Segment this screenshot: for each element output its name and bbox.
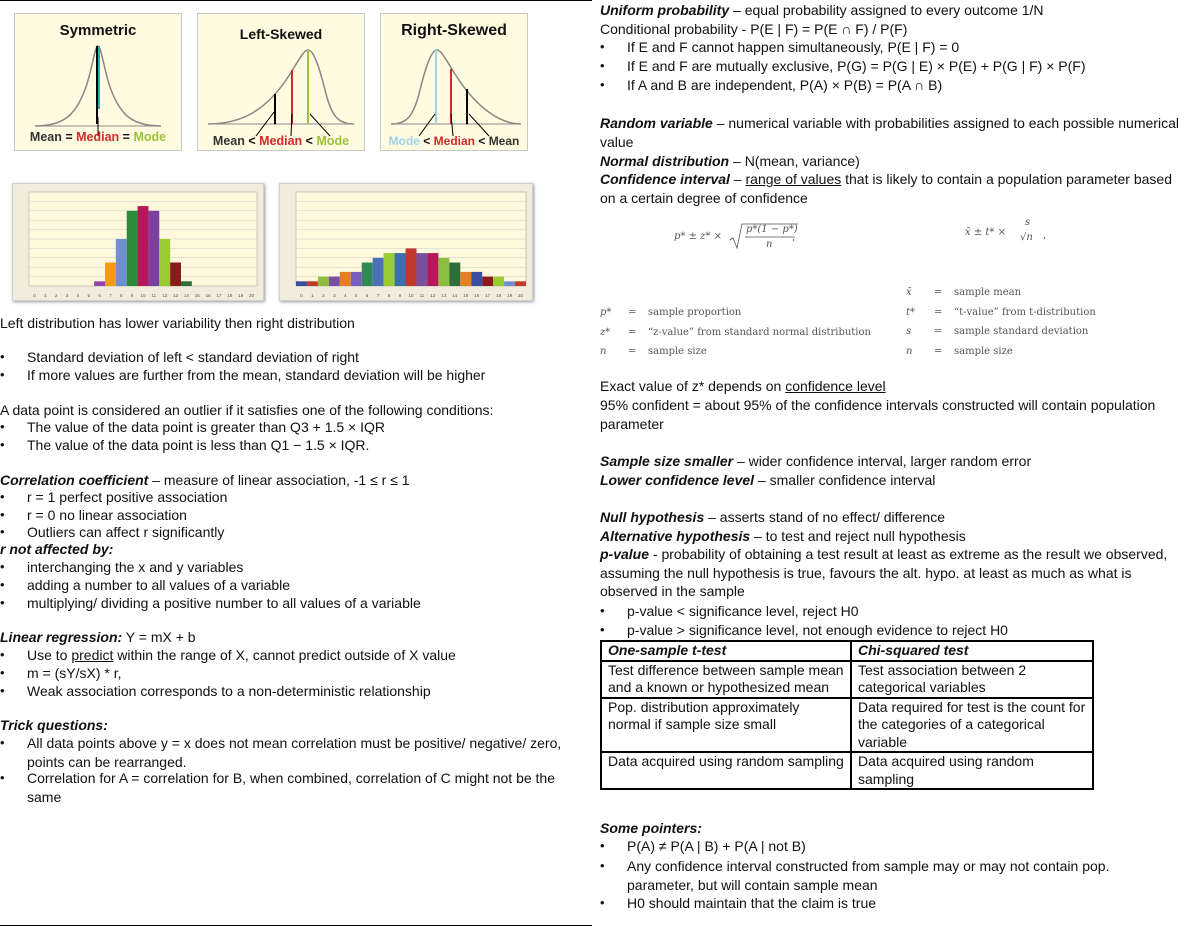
histogram-bar bbox=[148, 211, 159, 286]
outlier-intro: A data point is considered an outlier if it satisfies one of the following conditions: bbox=[0, 402, 494, 418]
list-item: • Standard deviation of left < standard deviation of right bbox=[27, 348, 359, 366]
some-pointers-heading: Some pointers: bbox=[600, 820, 702, 836]
histogram-bar bbox=[460, 272, 471, 286]
right-skewed-panel bbox=[380, 13, 528, 151]
histogram-bar bbox=[116, 239, 127, 286]
list-item: • Outliers can affect r significantly bbox=[27, 523, 224, 541]
sign: < bbox=[302, 134, 317, 148]
table-cell: Test association between 2 categorical variables bbox=[851, 661, 1093, 698]
text: Exact value of z* depends on bbox=[600, 378, 786, 394]
histogram-bar bbox=[416, 253, 427, 286]
x-tick-label: 1 bbox=[311, 293, 314, 298]
x-tick-label: 2 bbox=[54, 293, 58, 298]
histogram-bar bbox=[384, 253, 395, 286]
x-tick-label: 14 bbox=[452, 293, 458, 298]
exact-value-note bbox=[600, 377, 886, 395]
histogram-right bbox=[279, 183, 533, 301]
histogram-bar bbox=[493, 277, 504, 286]
right-skewed-label bbox=[381, 134, 527, 148]
term: Random variable bbox=[600, 115, 713, 131]
text: within the range of X, cannot predict outside of X value bbox=[113, 647, 456, 663]
mean-word: Mean bbox=[29, 130, 62, 144]
x-tick-label: 6 bbox=[98, 293, 101, 298]
x-tick-label: 0 bbox=[33, 293, 36, 298]
list-item: • If more values are further from the mean, standard deviation will be higher bbox=[27, 366, 485, 384]
median-word: Median bbox=[433, 134, 475, 148]
confidence-95-note: 95% confident = about 95% of the confidence intervals constructed will contain population parameter bbox=[600, 397, 1156, 432]
equals: = bbox=[628, 346, 637, 357]
definition: – numerical variable with probabilities assigned to each possible numerical value bbox=[600, 115, 1179, 150]
x-tick-label: 19 bbox=[507, 293, 513, 298]
x-tick-label: 4 bbox=[344, 293, 347, 298]
x-tick-label: 11 bbox=[419, 293, 425, 298]
definition: – N(mean, variance) bbox=[729, 153, 860, 169]
x-tick-label: 1 bbox=[44, 293, 47, 298]
list-item: • Weak association corresponds to a non-deterministic relationship bbox=[27, 682, 431, 700]
equals: = bbox=[934, 326, 943, 337]
definition-row bbox=[600, 327, 890, 347]
histogram-bar bbox=[318, 277, 329, 286]
equals: = bbox=[934, 345, 943, 357]
formula-lhs: p* ± z* × bbox=[674, 231, 722, 242]
x-tick-label: 8 bbox=[387, 293, 391, 298]
panel-title: Right-Skewed bbox=[401, 22, 507, 39]
term: Alternative hypothesis bbox=[600, 528, 751, 544]
histogram-bar bbox=[307, 281, 318, 286]
table-cell: Data acquired using random sampling bbox=[601, 752, 851, 789]
histogram-bar bbox=[471, 272, 482, 286]
table-header: Chi-squared test bbox=[851, 641, 1093, 661]
histogram-bar bbox=[373, 258, 384, 286]
histogram-bar bbox=[159, 239, 170, 286]
mean-word: Mean bbox=[212, 134, 245, 148]
x-tick-label: 11 bbox=[151, 293, 157, 298]
term: Normal distribution bbox=[600, 153, 730, 169]
sign: = bbox=[119, 130, 134, 144]
sign: < bbox=[419, 134, 434, 148]
table-row bbox=[601, 698, 1093, 753]
list-item: • multiplying/ dividing a positive number to all values of a variable bbox=[27, 594, 421, 612]
random-variable bbox=[600, 114, 1180, 151]
histogram-bar bbox=[449, 263, 460, 287]
term: p-value bbox=[600, 546, 650, 562]
histogram-bar bbox=[127, 211, 138, 286]
table-header: One-sample t-test bbox=[601, 641, 851, 661]
histogram-bar bbox=[94, 281, 105, 286]
linear-regression-heading bbox=[0, 628, 196, 646]
histogram-bar bbox=[427, 253, 438, 286]
histogram-bar bbox=[105, 263, 116, 287]
correlation-heading bbox=[0, 471, 410, 489]
x-tick-label: 4 bbox=[76, 293, 80, 298]
definition-row bbox=[906, 326, 1186, 346]
histogram-bar bbox=[362, 263, 373, 287]
top-rule bbox=[0, 0, 592, 1]
sign: = bbox=[61, 130, 77, 144]
p-value-definition bbox=[600, 545, 1185, 601]
histogram-bar bbox=[406, 248, 417, 286]
definition: – equal probability assigned to every outcome 1/N bbox=[729, 2, 1044, 18]
histogram-bar bbox=[329, 277, 340, 286]
mode-word: Mode bbox=[133, 130, 167, 144]
x-tick-label: 7 bbox=[109, 293, 112, 298]
equals: = bbox=[628, 326, 637, 338]
histogram-bar bbox=[296, 281, 307, 286]
x-tick-label: 3 bbox=[65, 293, 69, 298]
term: Confidence interval bbox=[600, 171, 730, 187]
description: sample size bbox=[648, 346, 707, 357]
x-tick-label: 18 bbox=[227, 293, 233, 298]
term: Linear regression: bbox=[0, 629, 123, 645]
term: Null hypothesis bbox=[600, 509, 705, 525]
definitions-right bbox=[906, 287, 1186, 365]
histogram-left-svg bbox=[13, 184, 263, 300]
x-tick-label: 16 bbox=[474, 293, 480, 298]
confidence-level-note bbox=[600, 471, 935, 489]
bottom-rule bbox=[0, 925, 592, 926]
panel-title: Left-Skewed bbox=[239, 26, 323, 42]
uniform-probability bbox=[600, 1, 1044, 19]
histogram-bar bbox=[515, 281, 526, 286]
test-comparison-table bbox=[600, 640, 1094, 790]
symmetric-label bbox=[15, 130, 181, 144]
x-tick-label: 10 bbox=[408, 293, 414, 298]
definition: – smaller confidence interval bbox=[754, 472, 936, 488]
list-item: • All data points above y = x does not mean correlation must be positive/ negative/ zero, points can be rearranged. bbox=[27, 734, 577, 771]
median-word: Median bbox=[76, 130, 120, 144]
x-tick-label: 10 bbox=[140, 293, 146, 298]
symbol: n bbox=[600, 346, 607, 357]
description: sample standard deviation bbox=[954, 326, 1089, 337]
x-tick-label: 3 bbox=[333, 293, 336, 298]
list-item: • If E and F are mutually exclusive, P(G) = P(G | E) × P(E) + P(G | F) × P(F) bbox=[627, 57, 1086, 75]
equals: = bbox=[934, 306, 943, 318]
formula-comma: , bbox=[792, 232, 796, 243]
list-item: • H0 should maintain that the claim is true bbox=[627, 894, 876, 912]
list-item: • Any confidence interval constructed from sample may or may not contain pop. parameter, but will contain sample mean bbox=[627, 857, 1167, 894]
definition: Y = mX + b bbox=[122, 629, 196, 645]
term: Sample size smaller bbox=[600, 453, 734, 469]
definition: – measure of linear association, -1 ≤ r ≤ 1 bbox=[148, 472, 410, 488]
histogram-bar bbox=[482, 277, 493, 286]
x-tick-label: 18 bbox=[496, 293, 502, 298]
confidence-interval bbox=[600, 170, 1185, 207]
x-tick-label: 17 bbox=[485, 293, 491, 298]
definition: – to test and reject null hypothesis bbox=[750, 528, 966, 544]
x-tick-label: 6 bbox=[365, 293, 369, 298]
list-item: • If A and B are independent, P(A) × P(B) = P(A ∩ B) bbox=[627, 76, 942, 94]
definition-row bbox=[600, 307, 890, 327]
list-item: • p-value < significance level, reject H0 bbox=[627, 602, 859, 620]
x-tick-label: 9 bbox=[130, 293, 134, 298]
histogram-left bbox=[12, 183, 264, 301]
formula-comma: , bbox=[1043, 230, 1047, 241]
definition: – asserts stand of no effect/ difference bbox=[704, 509, 945, 525]
x-tick-label: 2 bbox=[322, 293, 325, 298]
x-tick-label: 9 bbox=[398, 293, 402, 298]
definition-row bbox=[906, 346, 1186, 366]
histogram-bar bbox=[181, 281, 192, 286]
symbol: p* bbox=[600, 307, 612, 318]
description: “z-value” from standard normal distribution bbox=[648, 326, 871, 338]
median-word: Median bbox=[259, 134, 303, 148]
left-skewed-curve bbox=[198, 14, 364, 150]
histogram-bar bbox=[138, 206, 149, 286]
underlined-text: confidence level bbox=[785, 378, 886, 394]
definition-row bbox=[600, 346, 890, 366]
x-tick-label: 12 bbox=[162, 293, 168, 298]
term: Correlation coefficient bbox=[0, 472, 149, 488]
equals: = bbox=[934, 287, 943, 298]
x-tick-label: 15 bbox=[463, 293, 469, 298]
histogram-bar bbox=[504, 281, 515, 286]
list-item: • p-value > significance level, not enough evidence to reject H0 bbox=[627, 621, 1008, 639]
histogram-bar bbox=[351, 272, 362, 286]
x-tick-label: 19 bbox=[238, 293, 244, 298]
list-item: • interchanging the x and y variables bbox=[27, 558, 243, 576]
x-tick-label: 7 bbox=[376, 293, 380, 298]
definition: - probability of obtaining a test result at least as extreme as the result we observed, assuming the null hypothesis is true, favours the alt. hypo. at least as much as what is observed in the sample bbox=[600, 546, 1168, 599]
x-tick-label: 13 bbox=[173, 293, 179, 298]
definition: – wider confidence interval, larger random error bbox=[733, 453, 1032, 469]
description: sample mean bbox=[954, 287, 1022, 298]
x-tick-label: 5 bbox=[87, 293, 90, 298]
list-item: • r = 1 perfect positive association bbox=[27, 488, 227, 506]
symmetric-panel bbox=[14, 13, 182, 151]
left-skewed-label bbox=[198, 134, 364, 148]
formula-numerator: s bbox=[1025, 217, 1031, 228]
x-tick-label: 12 bbox=[430, 293, 436, 298]
definition-row bbox=[906, 287, 1186, 307]
null-hypothesis bbox=[600, 508, 945, 526]
table-row bbox=[601, 661, 1093, 698]
term: Uniform probability bbox=[600, 2, 730, 18]
histogram-right-svg bbox=[280, 184, 532, 300]
right-skewed-curve bbox=[381, 14, 527, 150]
sample-size-note bbox=[600, 452, 1031, 470]
mode-word: Mode bbox=[388, 134, 420, 148]
text: Use to bbox=[27, 647, 72, 663]
x-tick-label: 5 bbox=[354, 293, 358, 298]
dash: – bbox=[729, 171, 746, 187]
symbol: t* bbox=[906, 306, 916, 318]
table-cell: Pop. distribution approximately normal if sample size small bbox=[601, 698, 851, 753]
formula-numerator: p*(1 − p*) bbox=[746, 224, 798, 235]
x-tick-label: 8 bbox=[120, 293, 123, 298]
histogram-bar bbox=[395, 253, 406, 286]
x-tick-label: 17 bbox=[216, 293, 222, 298]
list-item: • Correlation for A = correlation for B, when combined, correlation of C might not be the same bbox=[27, 769, 577, 806]
trick-questions-heading: Trick questions: bbox=[0, 717, 108, 733]
list-item bbox=[27, 646, 456, 664]
r-not-affected-heading: r not affected by: bbox=[0, 541, 114, 557]
formula-denominator: n bbox=[766, 239, 773, 250]
left-skewed-panel bbox=[197, 13, 365, 151]
list-item: • adding a number to all values of a variable bbox=[27, 576, 290, 594]
sign: < bbox=[475, 134, 489, 148]
alternative-hypothesis bbox=[600, 527, 966, 545]
symbol: z* bbox=[600, 326, 611, 338]
x-tick-label: 16 bbox=[205, 293, 211, 298]
table-cell: Data required for test is the count for the categories of a categorical variable bbox=[851, 698, 1093, 753]
list-item: • The value of the data point is greater than Q3 + 1.5 × IQR bbox=[27, 418, 385, 436]
symbol: n bbox=[906, 345, 913, 357]
definition: that is likely to contain a population parameter based on a certain degree of confidence bbox=[600, 171, 1172, 206]
x-tick-label: 15 bbox=[194, 293, 200, 298]
table-cell: Data acquired using random sampling bbox=[851, 752, 1093, 789]
table-cell: Test difference between sample mean and a known or hypothesized mean bbox=[601, 661, 851, 698]
x-tick-label: 20 bbox=[249, 293, 255, 298]
list-item: • The value of the data point is less than Q1 − 1.5 × IQR. bbox=[27, 436, 369, 454]
definition-row bbox=[906, 307, 1186, 327]
histogram-bar bbox=[170, 263, 181, 287]
mean-word: Mean bbox=[488, 134, 520, 148]
panel-title: Symmetric bbox=[59, 22, 137, 39]
list-item: • r = 0 no linear association bbox=[27, 506, 187, 524]
histogram-bar bbox=[438, 258, 449, 286]
x-tick-label: 13 bbox=[441, 293, 447, 298]
equals: = bbox=[628, 307, 637, 318]
normal-distribution bbox=[600, 152, 860, 170]
formula-denominator: √n bbox=[1020, 232, 1033, 243]
list-item: • m = (sY/sX) * r, bbox=[27, 664, 122, 682]
table-row bbox=[601, 752, 1093, 789]
formula-lhs: x̄ ± t* × bbox=[965, 227, 1006, 238]
underlined-text: range of values bbox=[745, 171, 842, 187]
x-tick-label: 14 bbox=[183, 293, 189, 298]
histogram-bar bbox=[340, 272, 351, 286]
description: sample size bbox=[954, 345, 1013, 357]
x-tick-label: 20 bbox=[518, 293, 524, 298]
list-item: • P(A) ≠ P(A | B) + P(A | not B) bbox=[627, 837, 806, 855]
sign: < bbox=[244, 134, 260, 148]
symbol: x̄ bbox=[906, 287, 912, 298]
description: “t-value” from t-distribution bbox=[954, 306, 1096, 318]
list-item: • If E and F cannot happen simultaneously, P(E | F) = 0 bbox=[627, 38, 959, 56]
definitions-left bbox=[600, 307, 890, 366]
mode-word: Mode bbox=[316, 134, 350, 148]
symbol: s bbox=[906, 326, 912, 337]
conditional-probability: Conditional probability - P(E | F) = P(E ∩ F) / P(F) bbox=[600, 21, 908, 37]
x-tick-label: 0 bbox=[300, 293, 303, 298]
table-header-row bbox=[601, 641, 1093, 661]
underlined-text: predict bbox=[71, 647, 114, 663]
variability-note: Left distribution has lower variability then right distribution bbox=[0, 315, 355, 331]
term: Lower confidence level bbox=[600, 472, 755, 488]
description: sample proportion bbox=[648, 307, 742, 318]
